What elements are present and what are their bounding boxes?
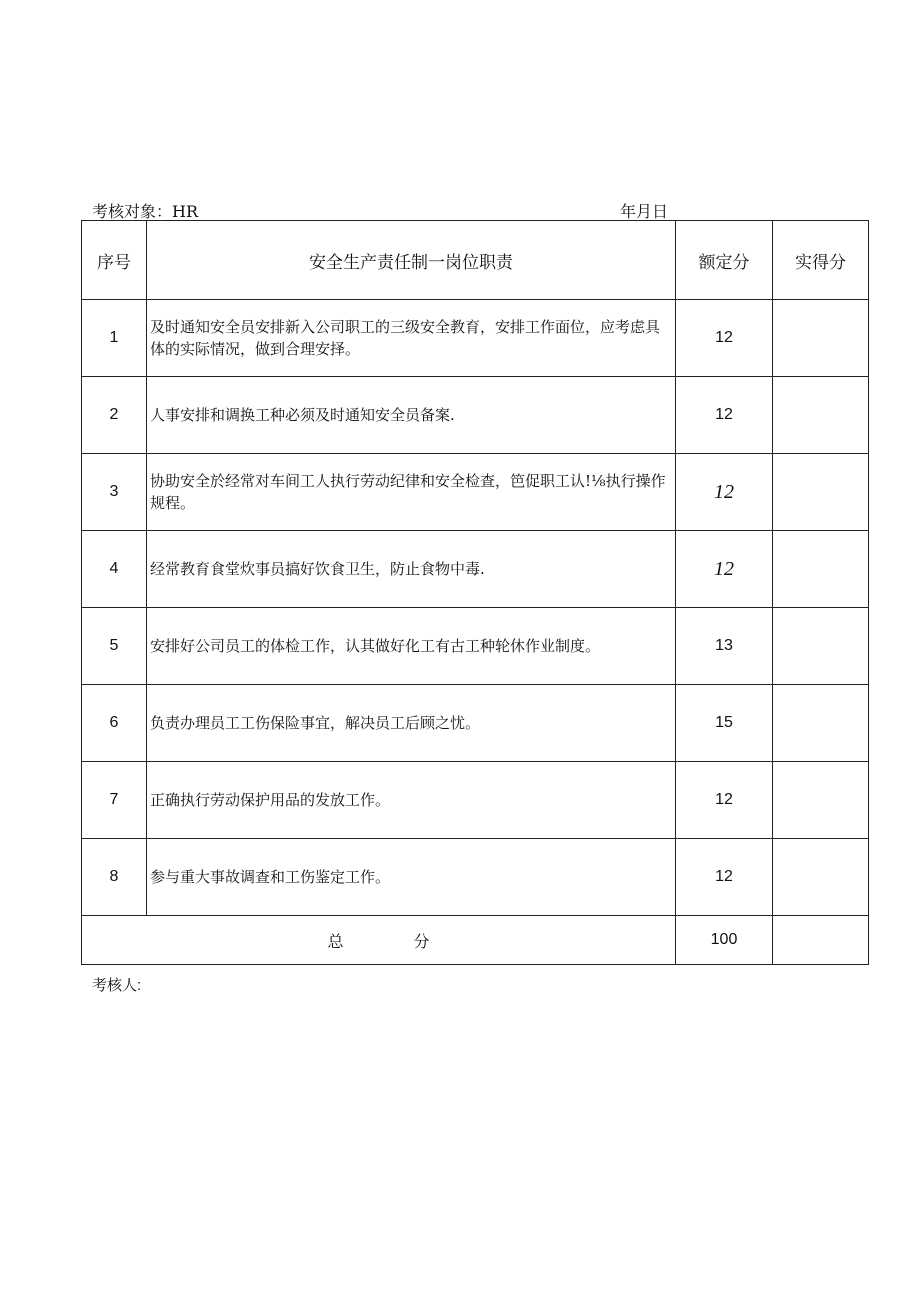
quota-score: 12: [676, 454, 773, 531]
duty-text: 及时通知安全员安排新入公司职工的三级安全教育，安排工作面位，应考虑具体的实际情况，做到合理安择。: [147, 300, 676, 377]
total-label-left: 总: [327, 931, 344, 951]
actual-score-cell[interactable]: [773, 685, 869, 762]
actual-score-cell[interactable]: [773, 454, 869, 531]
duty-text: 人事安排和调换工种必须及时通知安全员备案.: [147, 377, 676, 454]
row-number: 6: [82, 685, 147, 762]
column-header-no: 序号: [82, 221, 147, 300]
total-row: [82, 916, 869, 965]
total-label-right: 分: [413, 931, 430, 951]
column-header-duty: 安全生产责任制一岗位职责: [147, 221, 676, 300]
actual-score-cell[interactable]: [773, 762, 869, 839]
row-number: 8: [82, 839, 147, 916]
quota-score: 13: [676, 608, 773, 685]
table-row: [82, 531, 869, 608]
assessor-label: 考核人:: [92, 977, 142, 994]
duty-text: 经常教育食堂炊事员搞好饮食卫生，防止食物中毒.: [147, 531, 676, 608]
actual-score-cell[interactable]: [773, 608, 869, 685]
table-row: [82, 300, 869, 377]
quota-score: 12: [676, 762, 773, 839]
row-number: 2: [82, 377, 147, 454]
table-row: [82, 685, 869, 762]
actual-score-cell[interactable]: [773, 839, 869, 916]
quota-score: 12: [676, 300, 773, 377]
duty-text: 正确执行劳动保护用品的发放工作。: [147, 762, 676, 839]
header-line: [92, 199, 692, 219]
duty-text: 参与重大事故调查和工伤鉴定工作。: [147, 839, 676, 916]
table-row: [82, 762, 869, 839]
row-number: 7: [82, 762, 147, 839]
quota-score: 12: [676, 839, 773, 916]
row-number: 3: [82, 454, 147, 531]
table-row: [82, 608, 869, 685]
column-header-quota: 额定分: [676, 221, 773, 300]
duty-text: 协助安全於经常对车间工人执行劳动纪律和安全检查，笆促职工认!⅛执行操作规程。: [147, 454, 676, 531]
total-label: [82, 916, 676, 965]
duty-text: 安排好公司员工的体检工作，认其做好化工有古工种轮休作业制度。: [147, 608, 676, 685]
quota-score: 12: [676, 531, 773, 608]
total-actual-cell[interactable]: [773, 916, 869, 965]
row-number: 4: [82, 531, 147, 608]
table-header-row: [82, 221, 869, 300]
assessment-table: [81, 220, 869, 965]
duty-text: 负责办理员工工伤保险事宜，解决员工后顾之忧。: [147, 685, 676, 762]
quota-score: 15: [676, 685, 773, 762]
assessment-subject: 考核对象：HR: [92, 202, 199, 221]
column-header-actual: 实得分: [773, 221, 869, 300]
row-number: 5: [82, 608, 147, 685]
row-number: 1: [82, 300, 147, 377]
table-row: [82, 377, 869, 454]
actual-score-cell[interactable]: [773, 300, 869, 377]
table-row: [82, 454, 869, 531]
actual-score-cell[interactable]: [773, 377, 869, 454]
quota-score: 12: [676, 377, 773, 454]
total-quota: 100: [676, 916, 773, 965]
table-row: [82, 839, 869, 916]
actual-score-cell[interactable]: [773, 531, 869, 608]
date-field: 年月日: [620, 202, 669, 221]
